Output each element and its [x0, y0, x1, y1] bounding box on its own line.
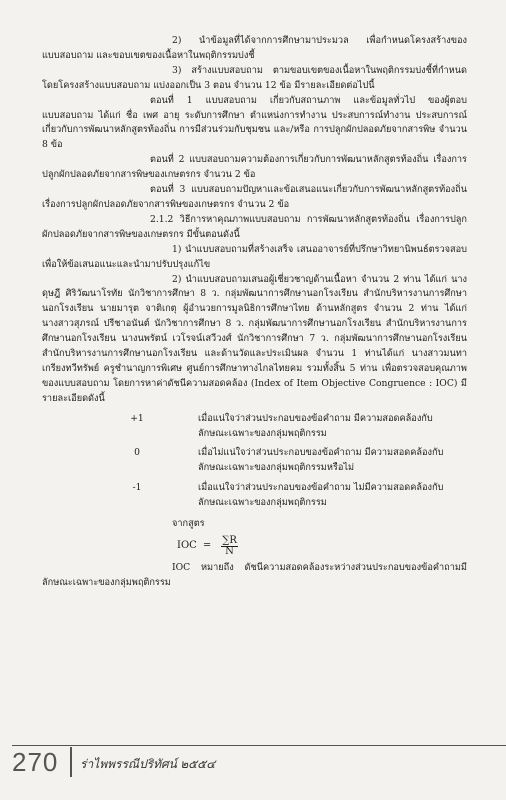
criterion-description — [192, 446, 467, 476]
criterion-value: 0 — [134, 447, 140, 459]
footer-rule — [12, 745, 506, 746]
formula-intro: จากสูตร — [172, 518, 205, 530]
criterion-value: -1 — [132, 482, 142, 494]
criterion-plus-one — [42, 412, 467, 442]
formula-numerator: ∑R — [222, 535, 237, 546]
criterion-description — [192, 412, 467, 442]
formula-denominator: N — [225, 546, 234, 557]
criterion-line: เมื่อไม่แน่ใจว่าส่วนประกอบของข้อคำถาม มีความสอดคล้องกับ — [198, 447, 444, 459]
criterion-description — [192, 481, 467, 511]
formula-fraction — [221, 536, 238, 557]
page-number: 270 — [12, 747, 59, 777]
journal-name: ร่าไพพรรณีปริทัศน์ ๒๕๕๔ — [80, 757, 216, 771]
footer-divider — [70, 747, 72, 777]
paragraph-quality-step-2: 2) นำแบบสอบถามเสนอผู้เชี่ยวชาญด้านเนื้อหา จำนวน 2 ท่าน ได้แก่ นางดุษฎี ศิริวัฒนาโรทัย นักวิชาการศึกษา 8 ว. กลุ่มพัฒนาการศึกษานอกโรงเรียน สำนักบริหารงานการศึกษานอกโรงเรียน นายมารุต จาติเกตุ ผู้อำนวยการมูลนิธิการศึกษาไทย ด้านหลักสูตร จำนวน 2 ท่าน ได้แก่ นางสาวสุภรณ์ ปรีชาอนันต์ นักวิชาการศึกษา 8 ว. กลุ่มพัฒนาการศึกษานอกโรงเรียน สำนักบริหารงานการศึกษานอกโรงเรียน นางนพรัตน์ เวโรจน์เสวีวงศ์ นักวิชาการศึกษา 7 ว. กลุ่มพัฒนาการศึกษานอกโรงเรียน สำนักบริหารงานการศึกษานอกโรงเรียน และด้านวัดและประเมินผล จำนวน 1 ท่านได้แก่ นางสาวมนทา เกรียงทวีทรัพย์ ครูชำนาญการพิเศษ ศูนย์การศึกษาทางไกลไทยคม รวมทั้งสิ้น 5 ท่าน เพื่อตรวจสอบคุณภาพของแบบสอบถาม โดยการหาค่าดัชนีความสอดคล้อง (Index of Item Objective Congruence : IOC) มีรายละเอียดดังนี้ — [42, 273, 467, 404]
paragraph-part-3: ตอนที่ 3 แบบสอบถามปัญหาและข้อเสนอแนะเกี่ยวกับการพัฒนาหลักสูตรท้องถิ่น เรื่องการปลูกผักปลอดภัยจากสารพิษของเกษตรกร จำนวน 2 ข้อ — [42, 184, 467, 210]
paragraph-part-2: ตอนที่ 2 แบบสอบถามความต้องการเกี่ยวกับการพัฒนาหลักสูตรท้องถิ่น เรื่องการปลูกผักปลอดภัยจากสารพิษของเกษตรกร จำนวน 2 ข้อ — [42, 154, 467, 181]
paragraph-part-1: ตอนที่ 1 แบบสอบถาม เกี่ยวกับสถานภาพ และข้อมูลทั่วไป ของผู้ตอบแบบสอบถาม ได้แก่ ชื่อ เพศ อายุ ระดับการศึกษา ตำแหน่งการทำงาน ประสบการณ์ทำงาน ประสบการณ์เกี่ยวกับการพัฒนาหลักสูตรท้องถิ่น การมีส่วนร่วมกับชุมชน และ/หรือ การปลูกผักปลอดภัยจากสารพิษ จำนวน 8 ข้อ — [42, 94, 467, 151]
paragraph-2-1-2: 2.1.2 วิธีการหาคุณภาพแบบสอบถาม การพัฒนาหลักสูตรท้องถิ่น เรื่องการปลูกผักปลอดภัยจากสารพิษของเกษตรกร มีขั้นตอนดังนี้ — [42, 213, 467, 240]
criterion-line: ลักษณะเฉพาะของกลุ่มพฤติกรรม — [198, 427, 327, 439]
criterion-line: ลักษณะเฉพาะของกลุ่มพฤติกรรมหรือไม่ — [198, 462, 355, 474]
criterion-value: +1 — [130, 412, 144, 424]
body-text — [42, 34, 467, 591]
page-footer — [0, 735, 506, 775]
ioc-definition: IOC หมายถึง ดัชนีความสอดคล้องระหว่างส่วนประกอบของข้อคำถามมีลักษณะเฉพาะของกลุ่มพฤติกรรม — [42, 562, 467, 588]
paragraph-step-2: 2) นำข้อมูลที่ได้จากการศึกษามาประมวล เพื่อกำหนดโครงสร้างของแบบสอบถาม และขอบเขตของเนื้อหาในพฤติกรรมบ่งชี้ — [42, 35, 467, 61]
criterion-line: ลักษณะเฉพาะของกลุ่มพฤติกรรม — [198, 497, 327, 509]
paragraph-step-3: 3) สร้างแบบสอบถาม ตามขอบเขตของเนื้อหาในพฤติกรรมบ่งชี้ที่กำหนด โดยโครงสร้างแบบสอบถาม แบ่งออกเป็น 3 ตอน จำนวน 12 ข้อ มีรายละเอียดต่อไปนี้ — [42, 64, 467, 91]
formula-equals: = — [202, 540, 212, 552]
criterion-zero — [42, 446, 467, 476]
criterion-line: เมื่อแน่ใจว่าส่วนประกอบของข้อคำถาม มีความสอดคล้องกับ — [198, 412, 433, 424]
paragraph-quality-step-1: 1) นำแบบสอบถามที่สร้างเสร็จ เสนออาจารย์ที่ปรึกษาวิทยานิพนธ์ตรวจสอบเพื่อให้ข้อเสนอแนะและนำมาปรับปรุงแก้ไข — [42, 243, 467, 270]
ioc-formula — [42, 536, 467, 557]
criterion-line: เมื่อแน่ใจว่าส่วนประกอบของข้อคำถาม ไม่มีความสอดคล้องกับ — [198, 482, 444, 494]
formula-lhs: IOC — [177, 540, 197, 552]
criterion-minus-one — [42, 481, 467, 511]
